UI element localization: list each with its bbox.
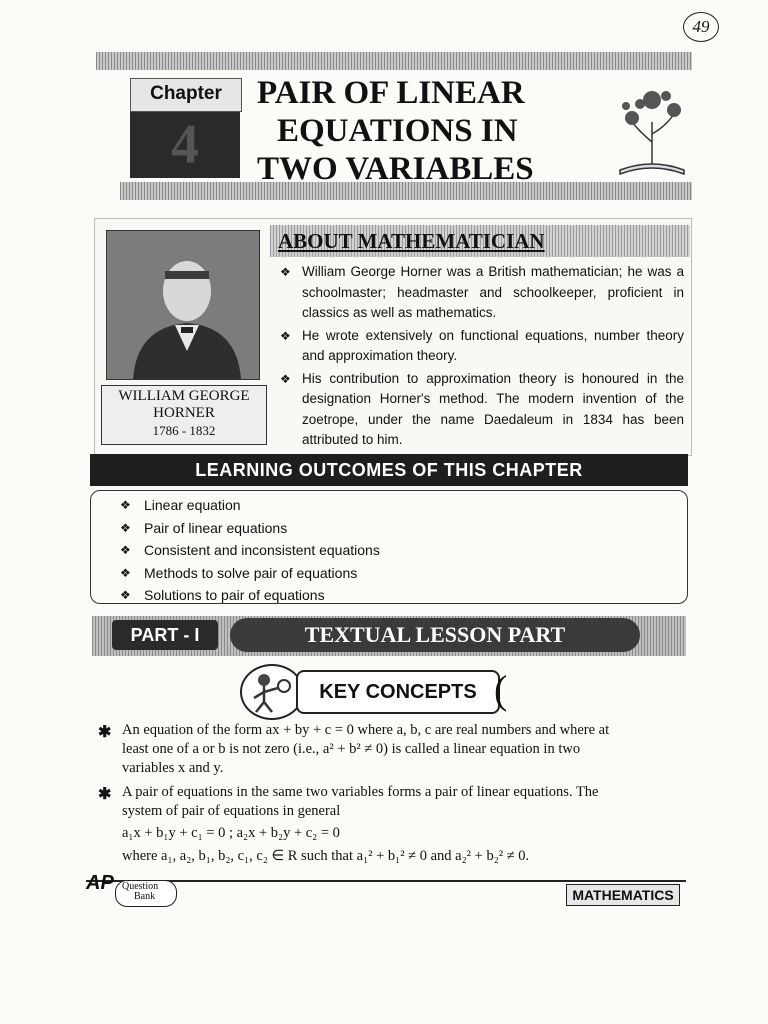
about-heading: ABOUT MATHEMATICIAN bbox=[278, 229, 545, 253]
key-concepts-heading: KEY CONCEPTS bbox=[296, 670, 500, 714]
diamond-bullet-icon: ❖ bbox=[120, 498, 131, 512]
mathematician-name-line-2: HORNER bbox=[153, 405, 215, 421]
mathematician-years: 1786 - 1832 bbox=[152, 423, 216, 438]
learning-outcome-item: ❖ Consistent and inconsistent equations bbox=[120, 539, 380, 562]
diamond-bullet-icon: ❖ bbox=[280, 371, 291, 386]
scroll-curl-icon: ( bbox=[494, 667, 508, 712]
plant-book-illustration bbox=[612, 82, 692, 178]
concept-2-equations: a₁x + b₁y + c₁ = 0 ; a₂x + b₂y + c₂ = 0 bbox=[122, 825, 340, 841]
chapter-title-line-2: EQUATIONS IN bbox=[277, 113, 518, 149]
mathematician-name-box bbox=[101, 385, 267, 445]
learning-outcomes-list bbox=[120, 494, 380, 607]
concept-1-line-1: An equation of the form ax + by + c = 0 where a, b, c are real numbers and where at bbox=[122, 722, 610, 738]
concept-2-condition: where a₁, a₂, b₁, b₂, c₁, c₂ ∈ R such that a₁² + b₁² ≠ 0 and a₂² + b₂² ≠ 0. bbox=[122, 848, 530, 864]
diamond-bullet-icon: ❖ bbox=[120, 565, 131, 580]
learning-outcome-item: ❖ Methods to solve pair of equations bbox=[120, 562, 380, 585]
about-point: ❖ William George Horner was a British mathematician; he was a schoolmaster; headmaster and schoolkeeper, proficient in classics as well as mathematics. bbox=[280, 264, 684, 320]
part-title: TEXTUAL LESSON PART bbox=[230, 618, 640, 652]
concept-2-line-1: A pair of equations in the same two variables forms a pair of linear equations. The bbox=[122, 784, 599, 800]
bank-label: Bank bbox=[134, 891, 156, 902]
concept-1-line-2: least one of a or b is not zero (i.e., a² + b² ≠ 0) is called a linear equation in two bbox=[122, 741, 581, 757]
mathematician-name-line-1: WILLIAM GEORGE bbox=[118, 388, 250, 404]
question-bank-badge bbox=[115, 880, 177, 907]
concept-2-line-2: system of pair of equations in general bbox=[122, 803, 341, 819]
subject-label: MATHEMATICS bbox=[566, 884, 680, 906]
concept-paragraph-2 bbox=[122, 783, 692, 866]
diamond-bullet-icon: ❖ bbox=[280, 328, 291, 343]
mathematician-portrait bbox=[106, 230, 260, 380]
concept-1-line-3: variables x and y. bbox=[122, 760, 224, 776]
part-label: PART - I bbox=[112, 620, 218, 650]
brand-logo: AP bbox=[86, 872, 114, 894]
header-stripe-top bbox=[96, 52, 692, 70]
diamond-bullet-icon: ❖ bbox=[120, 543, 131, 557]
star-bullet-icon: ✱ bbox=[98, 724, 112, 741]
diamond-bullet-icon: ❖ bbox=[120, 588, 131, 602]
chapter-title-line-3: TWO VARIABLES bbox=[257, 151, 534, 187]
about-points bbox=[280, 262, 684, 453]
star-bullet-icon: ✱ bbox=[98, 786, 112, 803]
footer-rule bbox=[86, 880, 686, 882]
question-label: Question bbox=[122, 881, 159, 892]
figure-with-key-icon bbox=[242, 666, 298, 714]
page-number: 49 bbox=[683, 12, 719, 42]
learning-outcome-item: ❖ Pair of linear equations bbox=[120, 517, 380, 540]
key-concepts-badge bbox=[240, 664, 304, 720]
chapter-title-line-1: PAIR OF LINEAR bbox=[257, 75, 525, 111]
learning-outcome-item: ❖ Solutions to pair of equations bbox=[120, 584, 380, 607]
chapter-number: 4 bbox=[130, 112, 240, 178]
diamond-bullet-icon: ❖ bbox=[280, 265, 291, 279]
about-point: ❖ His contribution to approximation theory is honoured in the designation Horner's method. The modern invention of the zoetrope, under the name Daedaleum in 1834 has been attributed to him. bbox=[280, 370, 684, 447]
concept-paragraph-1 bbox=[122, 721, 692, 778]
chapter-title bbox=[257, 74, 617, 188]
learning-outcomes-heading: LEARNING OUTCOMES OF THIS CHAPTER bbox=[90, 454, 688, 486]
about-point: ❖ He wrote extensively on functional equations, number theory and approximation theory. bbox=[280, 327, 684, 363]
chapter-label: Chapter bbox=[130, 78, 242, 112]
diamond-bullet-icon: ❖ bbox=[120, 520, 131, 535]
learning-outcome-item: ❖ Linear equation bbox=[120, 494, 380, 517]
